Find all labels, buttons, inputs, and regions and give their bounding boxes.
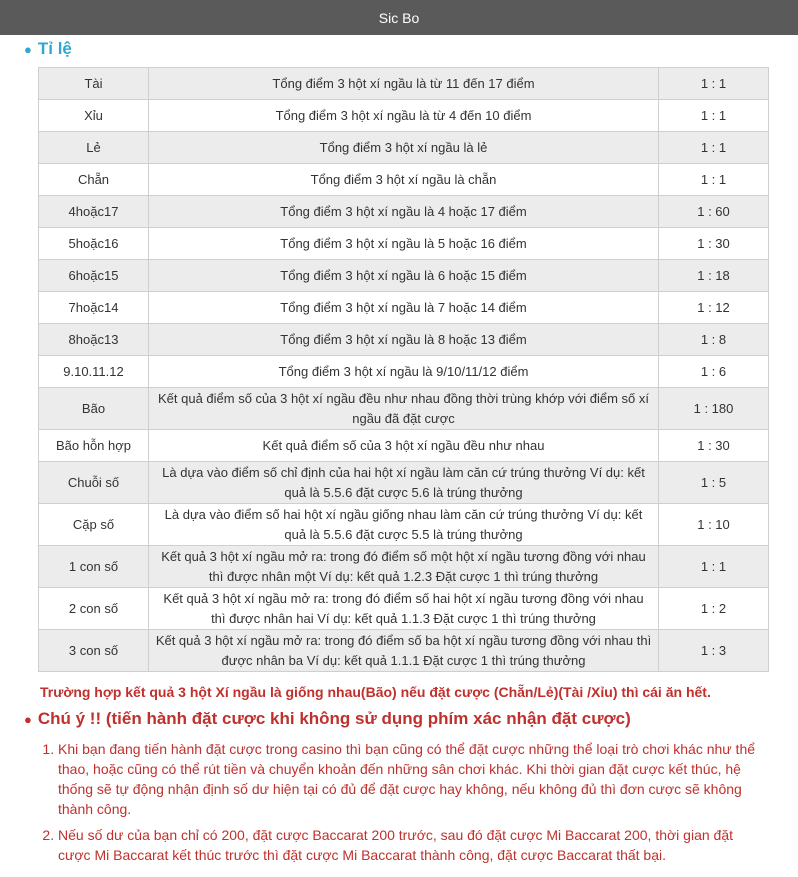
- description-cell: Tổng điểm 3 hột xí ngầu là từ 4 đến 10 điểm: [149, 100, 659, 132]
- odds-cell: 1 : 3: [659, 630, 769, 672]
- odds-section-heading: [24, 37, 798, 61]
- bet-type-cell: 6hoặc15: [39, 260, 149, 292]
- bet-type-cell: 7hoặc14: [39, 292, 149, 324]
- odds-cell: 1 : 8: [659, 324, 769, 356]
- description-cell: Tổng điểm 3 hột xí ngầu là 4 hoặc 17 điểm: [149, 196, 659, 228]
- list-item: 1. Khi bạn đang tiến hành đặt cược trong casino thì bạn cũng có thể đặt cược những thể loại trò chơi khác như thể thao, hoặc cũng có thể rút tiền và chuyển khoản đến những sân chơi khác. Khi thời gian đặt cược kết thúc, hệ thống sẽ tự động nhận định số dư hiện tại có đủ để đặt cược hay không, nếu không đủ thì đơn cược sẽ không thành công.: [58, 739, 758, 819]
- table-row: [39, 388, 769, 430]
- table-row: [39, 292, 769, 324]
- odds-cell: 1 : 1: [659, 546, 769, 588]
- description-cell: Kết quả 3 hột xí ngầu mở ra: trong đó điểm số hai hột xí ngầu tương đồng với nhau thì được nhân hai Ví dụ: kết quả 1.1.3 Đặt cược 1 thì trúng thưởng: [149, 588, 659, 630]
- bet-type-cell: Tài: [39, 68, 149, 100]
- table-row: [39, 588, 769, 630]
- list-item: 2. Nếu số dư của bạn chỉ có 200, đặt cược Baccarat 200 trước, sau đó đặt cược Mi Baccarat 200, thời gian đặt cược Mi Baccarat kết thúc trước thì đặt cược Mi Baccarat thành công, đặt cược Baccarat thất bại.: [58, 825, 758, 865]
- table-row: [39, 228, 769, 260]
- notes-list: [0, 739, 798, 865]
- odds-cell: 1 : 18: [659, 260, 769, 292]
- description-cell: Tổng điểm 3 hột xí ngầu là 5 hoặc 16 điểm: [149, 228, 659, 260]
- bet-type-cell: 4hoặc17: [39, 196, 149, 228]
- odds-cell: 1 : 12: [659, 292, 769, 324]
- odds-cell: 1 : 1: [659, 100, 769, 132]
- description-cell: Là dựa vào điểm số hai hột xí ngầu giống nhau làm căn cứ trúng thưởng Ví dụ: kết quả là 5.5.6 đặt cược 5.5 là trúng thưởng: [149, 504, 659, 546]
- table-row: [39, 164, 769, 196]
- table-row: [39, 356, 769, 388]
- table-row: [39, 196, 769, 228]
- bet-type-cell: Cặp số: [39, 504, 149, 546]
- bet-type-cell: 3 con số: [39, 630, 149, 672]
- bet-type-cell: Chẵn: [39, 164, 149, 196]
- warning-text: Trường hợp kết quả 3 hột Xí ngầu là giống nhau(Bão) nếu đặt cược (Chẵn/Lẻ)(Tài /Xỉu) thì cái ăn hết.: [40, 684, 711, 700]
- table-row: [39, 68, 769, 100]
- bet-type-cell: Xỉu: [39, 100, 149, 132]
- odds-cell: 1 : 60: [659, 196, 769, 228]
- table-row: [39, 462, 769, 504]
- odds-cell: 1 : 30: [659, 430, 769, 462]
- table-row: [39, 430, 769, 462]
- header-bar: [0, 0, 798, 35]
- description-cell: Kết quả 3 hột xí ngầu mở ra: trong đó điểm số ba hột xí ngầu tương đồng với nhau thì được nhân ba Ví dụ: kết quả 1.1.1 Đặt cược 1 thì trúng thưởng: [149, 630, 659, 672]
- odds-cell: 1 : 180: [659, 388, 769, 430]
- bullet-icon: ●: [24, 41, 32, 57]
- description-cell: Tổng điểm 3 hột xí ngầu là từ 11 đến 17 điểm: [149, 68, 659, 100]
- description-cell: Kết quả điểm số của 3 hột xí ngầu đều như nhau: [149, 430, 659, 462]
- odds-cell: 1 : 30: [659, 228, 769, 260]
- table-row: [39, 546, 769, 588]
- notes-section-heading: [24, 709, 798, 729]
- description-cell: Tổng điểm 3 hột xí ngầu là 6 hoặc 15 điểm: [149, 260, 659, 292]
- bet-type-cell: 8hoặc13: [39, 324, 149, 356]
- table-row: [39, 100, 769, 132]
- odds-table: [38, 67, 769, 672]
- bet-type-cell: Bão: [39, 388, 149, 430]
- table-row: [39, 630, 769, 672]
- description-cell: Tổng điểm 3 hột xí ngầu là 7 hoặc 14 điểm: [149, 292, 659, 324]
- notes-section-title: Chú ý !! (tiến hành đặt cược khi không sử dụng phím xác nhận đặt cược): [37, 709, 631, 728]
- description-cell: Là dựa vào điểm số chỉ định của hai hột xí ngầu làm căn cứ trúng thưởng Ví dụ: kết quả là 5.5.6 đặt cược 5.6 là trúng thưởng: [149, 462, 659, 504]
- bet-type-cell: Lẻ: [39, 132, 149, 164]
- description-cell: Kết quả điểm số của 3 hột xí ngầu đều như nhau đồng thời trùng khớp với điểm số xí ngầu đã đặt cược: [149, 388, 659, 430]
- bet-type-cell: 2 con số: [39, 588, 149, 630]
- bet-type-cell: Bão hỗn hợp: [39, 430, 149, 462]
- table-row: [39, 504, 769, 546]
- description-cell: Kết quả 3 hột xí ngầu mở ra: trong đó điểm số một hột xí ngầu tương đồng với nhau thì được nhân một Ví dụ: kết quả 1.2.3 Đặt cược 1 thì trúng thưởng: [149, 546, 659, 588]
- odds-section-title: Tỉ lệ: [37, 39, 72, 58]
- odds-cell: 1 : 6: [659, 356, 769, 388]
- odds-cell: 1 : 1: [659, 68, 769, 100]
- description-cell: Tổng điểm 3 hột xí ngầu là chẵn: [149, 164, 659, 196]
- odds-cell: 1 : 1: [659, 164, 769, 196]
- odds-cell: 1 : 1: [659, 132, 769, 164]
- odds-cell: 1 : 10: [659, 504, 769, 546]
- description-cell: Tổng điểm 3 hột xí ngầu là lẻ: [149, 132, 659, 164]
- odds-cell: 1 : 2: [659, 588, 769, 630]
- table-row: [39, 324, 769, 356]
- bet-type-cell: 9.10.11.12: [39, 356, 149, 388]
- bet-type-cell: Chuỗi số: [39, 462, 149, 504]
- bet-type-cell: 1 con số: [39, 546, 149, 588]
- bet-type-cell: 5hoặc16: [39, 228, 149, 260]
- table-row: [39, 260, 769, 292]
- bullet-icon: ●: [24, 711, 32, 727]
- odds-cell: 1 : 5: [659, 462, 769, 504]
- table-row: [39, 132, 769, 164]
- description-cell: Tổng điểm 3 hột xí ngầu là 9/10/11/12 điểm: [149, 356, 659, 388]
- page-title: Sic Bo: [378, 9, 420, 26]
- description-cell: Tổng điểm 3 hột xí ngầu là 8 hoặc 13 điểm: [149, 324, 659, 356]
